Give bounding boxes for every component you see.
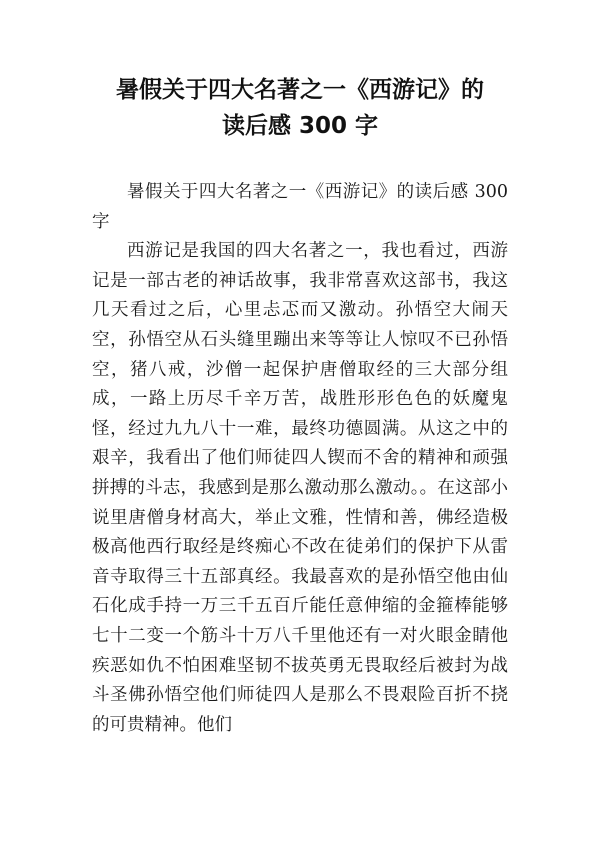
subtitle-paragraph: 暑假关于四大名著之一《西游记》的读后感 300 字 — [92, 182, 508, 232]
title-line-2: 读后感 300 字 — [221, 113, 379, 139]
body-paragraph: 西游记是我国的四大名著之一，我也看过，西游记是一部古老的神话故事，我非常喜欢这部书，我这几天看过之后，心里忐忑而又激动。孙悟空大闹天空，孙悟空从石头缝里蹦出来等等让人惊叹不已孙悟空，猪八戒，沙僧一起保护唐僧取经的三大部分组成，一路上历尽千辛万苦，战胜形形色色的妖魔鬼怪，经过九九八十一难，最终功德圆满。从这之中的艰辛，我看出了他们师徒四人锲而不舍的精神和顽强拼搏的斗志，我感到是那么激动那么激动。。在这部小说里唐僧身材高大，举止文雅，性情和善，佛经造极极高他西行取经是终痴心不改在徒弟们的保护下从雷音寺取得三十五部真经。我最喜欢的是孙悟空他由仙石化成手持一万三千五百斤能任意伸缩的金箍棒能够七十二变一个筋斗十万八千里他还有一对火眼金睛他疾恶如仇不怕困难坚韧不拔英勇无畏取经后被封为战斗圣佛孙悟空他们师徒四人是那么不畏艰险百折不挠的可贵精神。他们 — [92, 241, 508, 735]
document-title — [90, 72, 510, 144]
document-body — [92, 178, 508, 740]
title-line-1: 暑假关于四大名著之一《西游记》的 — [116, 77, 484, 103]
